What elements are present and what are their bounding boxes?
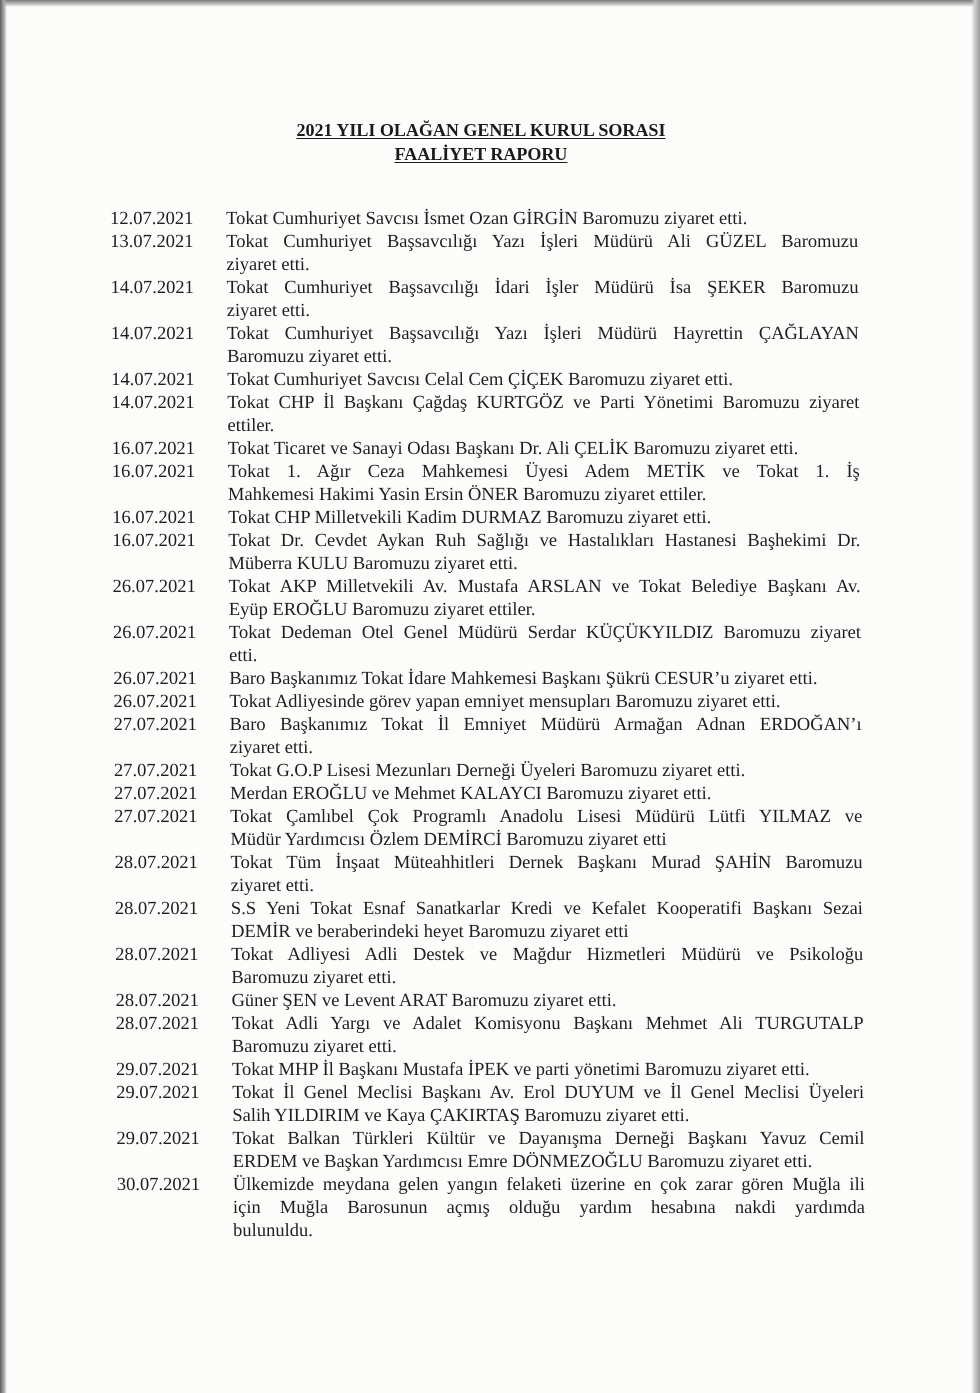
entry-date: 26.07.2021 (112, 577, 196, 597)
entry-date: 16.07.2021 (112, 531, 196, 551)
entry-description-line: Tokat 1. Ağır Ceza Mahkemesi Üyesi Adem METİK ve Tokat 1. İş (227, 462, 860, 482)
entry-description-line: Tokat G.O.P Lisesi Mezunları Derneği Üyeleri Baromuzu ziyaret etti. (229, 761, 746, 781)
entry-description-line: Baro Başkanımız Tokat İl Emniyet Müdürü Armağan Adnan ERDOĞAN’ı (229, 715, 862, 735)
entry-description (229, 576, 861, 622)
entry-description (231, 898, 863, 944)
entry-description-line: Tokat Adliyesi Adli Destek ve Mağdur Hizmetleri Müdürü ve Psikoloğu (231, 945, 864, 965)
entry-date: 29.07.2021 (115, 1060, 200, 1080)
entry-date: 27.07.2021 (113, 715, 197, 735)
activity-entry (114, 806, 866, 852)
activity-entry (114, 760, 866, 783)
entry-date: 13.07.2021 (110, 232, 194, 252)
report-subtitle: FAALİYET RAPORU (394, 144, 568, 164)
scan-edge-left (0, 0, 7, 1393)
entry-description (231, 944, 863, 990)
entry-description-line: Tokat İl Genel Meclisi Başkanı Av. Erol DUYUM ve İl Genel Meclisi Üyeleri (232, 1083, 865, 1103)
entry-date: 14.07.2021 (110, 278, 194, 298)
entry-description-line: için Muğla Barosunun açmış olduğu yardım hesabına nakdi yardımda (232, 1198, 866, 1218)
entry-description (227, 369, 859, 392)
entry-description (226, 208, 858, 231)
entry-description-line: Tokat Cumhuriyet Savcısı Celal Cem ÇİÇEK Baromuzu ziyaret etti. (227, 370, 734, 390)
entry-date: 14.07.2021 (110, 324, 195, 344)
activity-entry (116, 1082, 868, 1128)
entry-description-line: bulunuldu. (233, 1221, 313, 1241)
entry-description (227, 392, 859, 438)
entry-description-line: Tokat AKP Milletvekili Av. Mustafa ARSLAN ve Tokat Belediye Başkanı Av. (228, 577, 861, 597)
entry-date: 27.07.2021 (114, 784, 198, 804)
entry-description-line: Mahkemesi Hakimi Yasin Ersin ÖNER Baromuzu ziyaret ettiler. (227, 485, 707, 505)
entry-description-line: Tokat Balkan Türkleri Kültür ve Dayanışma Derneği Başkanı Yavuz Cemil (232, 1129, 865, 1149)
entry-description (232, 1013, 864, 1059)
entry-description (232, 1059, 864, 1082)
entry-description-line: Eyüp EROĞLU Baromuzu ziyaret ettiler. (228, 600, 536, 620)
entry-description-line: Tokat CHP Milletvekili Kadim DURMAZ Baromuzu ziyaret etti. (228, 508, 712, 528)
entry-description-line: Müberra KULU Baromuzu ziyaret etti. (228, 554, 518, 574)
entry-description-line: Güner ŞEN ve Levent ARAT Baromuzu ziyaret etti. (231, 991, 617, 1011)
activity-entry (115, 990, 867, 1013)
scan-edge-right (971, 0, 980, 1393)
entry-description-line: Tokat Cumhuriyet Savcısı İsmet Ozan GİRGİN Baromuzu ziyaret etti. (226, 209, 748, 229)
entry-description-line: Tokat CHP İl Başkanı Çağdaş KURTGÖZ ve Parti Yönetimi Baromuzu ziyaret (227, 393, 860, 413)
activity-entry (113, 576, 865, 622)
activity-entry (112, 461, 864, 507)
activity-entry (115, 898, 867, 944)
entry-date: 29.07.2021 (116, 1129, 200, 1149)
activity-entry (111, 392, 863, 438)
entry-date: 14.07.2021 (111, 370, 195, 390)
entry-description (229, 622, 861, 668)
activity-entry (113, 668, 865, 691)
entry-date: 26.07.2021 (113, 692, 197, 712)
entry-description (231, 990, 863, 1013)
activity-entry (112, 530, 864, 576)
activity-entry (116, 1059, 868, 1082)
entry-date: 27.07.2021 (113, 761, 198, 781)
activity-entry (111, 369, 863, 392)
entry-description-line: Tokat Cumhuriyet Başsavcılığı İdari İşler Müdürü İsa ŞEKER Baromuzu (226, 278, 859, 298)
entry-date: 28.07.2021 (115, 1014, 200, 1034)
activity-entry (110, 208, 862, 231)
activity-entry (117, 1174, 869, 1243)
activity-entry (114, 783, 866, 806)
entry-description (228, 461, 860, 507)
entry-description (230, 714, 862, 760)
entry-description-line: S.S Yeni Tokat Esnaf Sanatkarlar Kredi ve Kefalet Kooperatifi Başkanı Sezai (230, 899, 863, 919)
entry-description-line: Merdan EROĞLU ve Mehmet KALAYCI Baromuzu ziyaret etti. (230, 784, 712, 804)
entry-description (228, 507, 860, 530)
entry-date: 12.07.2021 (110, 209, 194, 229)
entry-description-line: Baromuzu ziyaret etti. (231, 1037, 397, 1057)
activity-entry (113, 622, 865, 668)
entry-description (232, 1128, 864, 1174)
entry-description-line: Tokat Ticaret ve Sanayi Odası Başkanı Dr. Ali ÇELİK Baromuzu ziyaret etti. (227, 439, 799, 459)
entry-description (228, 438, 860, 461)
entry-description-line: etti. (229, 646, 258, 666)
entry-description-line: Müdür Yardımcısı Özlem DEMİRCİ Baromuzu ziyaret etti (230, 830, 667, 850)
entry-description (230, 852, 862, 898)
activity-entry (110, 231, 862, 277)
entry-description (230, 806, 862, 852)
entry-date: 27.07.2021 (114, 807, 198, 827)
entry-description-line: DEMİR ve beraberindeki heyet Baromuzu ziyaret etti (230, 922, 629, 942)
entry-description-line: Tokat Adli Yargı ve Adalet Komisyonu Başkanı Mehmet Ali TURGUTALP (231, 1014, 864, 1034)
entry-date: 16.07.2021 (111, 462, 196, 482)
entry-description (230, 760, 862, 783)
entry-date: 28.07.2021 (115, 945, 199, 965)
activity-entry (111, 323, 863, 369)
entry-date: 26.07.2021 (112, 623, 197, 643)
report-title: 2021 YILI OLAĞAN GENEL KURUL SORASI (296, 120, 666, 140)
activity-list (110, 208, 869, 1243)
entry-description (229, 668, 861, 691)
entry-description (229, 691, 861, 714)
entry-date: 28.07.2021 (114, 853, 198, 873)
entry-date: 16.07.2021 (111, 439, 196, 459)
activity-entry (116, 1013, 868, 1059)
entry-date: 28.07.2021 (115, 991, 199, 1011)
activity-entry (112, 507, 864, 530)
entry-date: 14.07.2021 (111, 393, 195, 413)
entry-description-line: ERDEM ve Başkan Yardımcısı Emre DÖNMEZOĞLU Baromuzu ziyaret etti. (232, 1152, 813, 1172)
entry-description-line: Baromuzu ziyaret etti. (231, 968, 397, 988)
scan-edge-top (0, 0, 980, 7)
entry-description-line: Tokat Dr. Cevdet Aykan Ruh Sağlığı ve Hastalıkları Hastanesi Başhekimi Dr. (228, 531, 861, 551)
entry-description-line: Tokat MHP İl Başkanı Mustafa İPEK ve parti yönetimi Baromuzu ziyaret etti. (231, 1060, 810, 1080)
entry-description-line: ziyaret etti. (229, 738, 314, 758)
entry-date: 28.07.2021 (114, 899, 199, 919)
activity-entry (114, 714, 866, 760)
entry-description-line: Tokat Cumhuriyet Başsavcılığı Yazı İşleri Müdürü Ali GÜZEL Baromuzu (226, 232, 859, 252)
entry-date: 30.07.2021 (116, 1175, 201, 1195)
entry-description-line: Tokat Cumhuriyet Başsavcılığı Yazı İşleri Müdürü Hayrettin ÇAĞLAYAN (226, 324, 859, 344)
activity-entry (115, 944, 867, 990)
activity-entry (114, 852, 866, 898)
report-heading (0, 118, 962, 166)
entry-description-line: ziyaret etti. (226, 255, 310, 275)
entry-description-line: Baromuzu ziyaret etti. (226, 347, 393, 367)
entry-description-line: ziyaret etti. (230, 876, 315, 896)
entry-description-line: Tokat Tüm İnşaat Müteahhitleri Dernek Başkanı Murad ŞAHİN Baromuzu (230, 853, 863, 873)
entry-description (228, 530, 860, 576)
entry-description (233, 1174, 865, 1243)
entry-description (230, 783, 862, 806)
entry-description (232, 1082, 864, 1128)
entry-description-line: ziyaret etti. (226, 301, 311, 321)
entry-description-line: Baro Başkanımız Tokat İdare Mahkemesi Başkanı Şükrü CESUR’u ziyaret etti. (229, 669, 818, 689)
activity-entry (112, 438, 864, 461)
entry-date: 26.07.2021 (113, 669, 197, 689)
entry-date: 29.07.2021 (116, 1083, 200, 1103)
entry-description (226, 231, 858, 277)
entry-description (227, 323, 859, 369)
entry-description-line: Tokat Çamlıbel Çok Programlı Anadolu Lisesi Müdürü Lütfi YILMAZ ve (230, 807, 863, 827)
entry-description-line: Ülkemizde meydana gelen yangın felaketi üzerine en çok zarar gören Muğla ili (232, 1175, 865, 1195)
entry-description (226, 277, 858, 323)
entry-description-line: Tokat Dedeman Otel Genel Müdürü Serdar KÜÇÜKYILDIZ Baromuzu ziyaret (228, 623, 862, 643)
entry-description-line: Tokat Adliyesinde görev yapan emniyet mensupları Baromuzu ziyaret etti. (229, 692, 781, 712)
entry-description-line: ettiler. (227, 416, 275, 436)
activity-entry (113, 691, 865, 714)
activity-entry (110, 277, 862, 323)
activity-entry (116, 1128, 868, 1174)
entry-description-line: Salih YILDIRIM ve Kaya ÇAKIRTAŞ Baromuzu ziyaret etti. (232, 1106, 690, 1126)
entry-date: 16.07.2021 (112, 508, 196, 528)
